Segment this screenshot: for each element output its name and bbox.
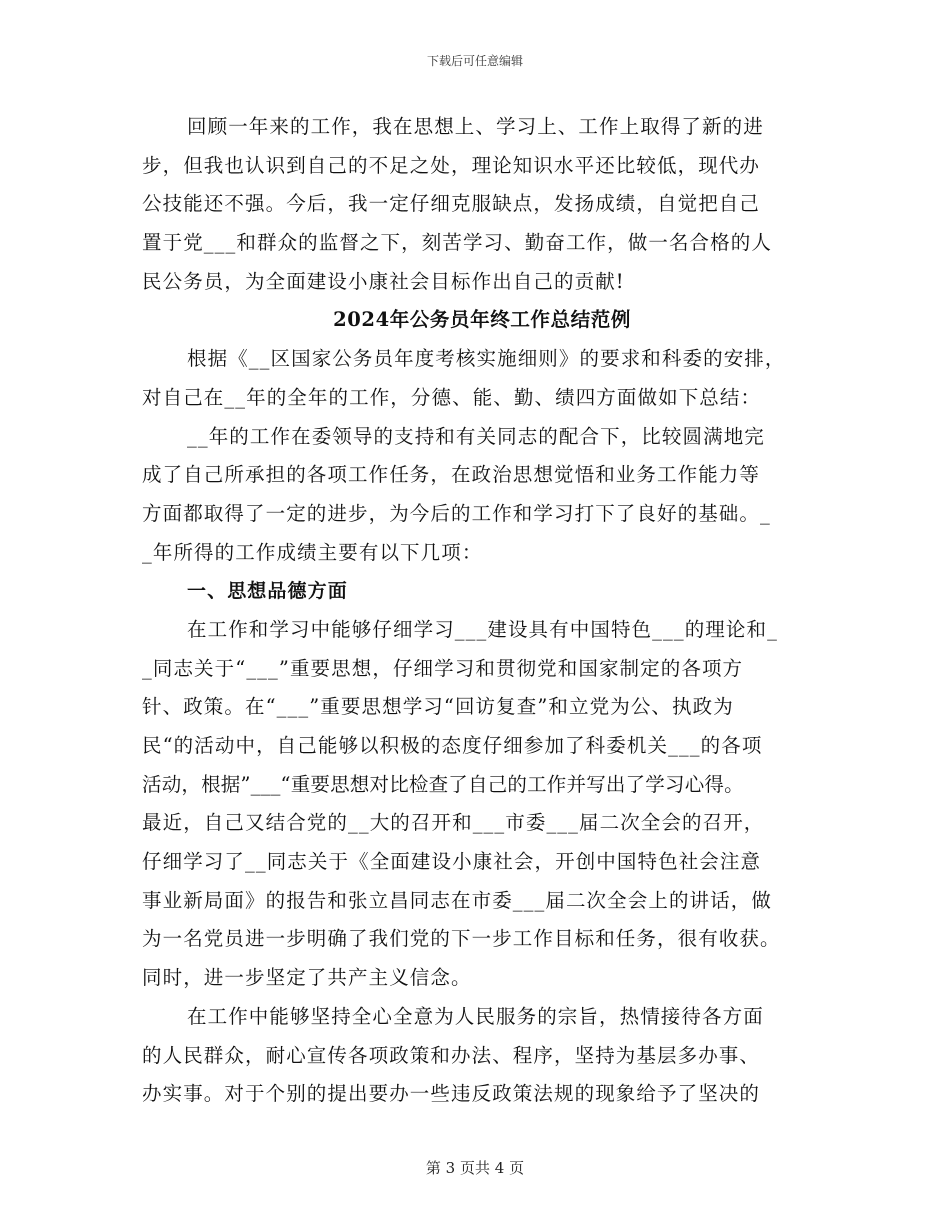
- page-header: 下载后可任意编辑: [426, 54, 523, 68]
- document-title: 2024年公务员年终工作总结范例: [333, 308, 631, 332]
- paragraph-line: _年所得的工作成绩主要有以下几项：: [142, 540, 483, 564]
- paragraph-line: 置于党___和群众的监督之下，刻苦学习、勤奋工作，做一名合格的人: [142, 231, 772, 255]
- paragraph-line: 在工作中能够坚持全心全意为人民服务的宗旨，热情接待各方面: [187, 1004, 764, 1028]
- paragraph-line: 民公务员，为全面建设小康社会目标作出自己的贡献!: [142, 269, 625, 293]
- paragraph-line: 公技能还不强。今后，我一定仔细克服缺点，发扬成绩，自觉把自己: [142, 192, 761, 216]
- paragraph-line: 事业新局面》的报告和张立昌同志在市委___届二次全会上的讲话，做: [142, 888, 772, 912]
- paragraph-line: 在工作和学习中能够仔细学习___建设具有中国特色___的理论和_: [187, 617, 778, 641]
- paragraph-line: 民“的活动中，自己能够以积极的态度仔细参加了科委机关___的各项: [142, 734, 763, 757]
- paragraph-line: 最近，自己又结合党的__大的召开和___市委___届二次全会的召开，: [142, 811, 765, 835]
- paragraph-line: 步，但我也认识到自己的不足之处，理论知识水平还比较低，现代办: [142, 153, 761, 177]
- paragraph-line: _同志关于“___”重要思想，仔细学习和贯彻党和国家制定的各项方: [142, 656, 744, 680]
- paragraph-line: 办实事。对于个别的提出要办一些违反政策法规的现象给予了坚决的: [142, 1082, 761, 1106]
- paragraph-line: 回顾一年来的工作，我在思想上、学习上、工作上取得了新的进: [187, 115, 764, 138]
- paragraph-line: 活动，根据”___“重要思想对比检查了自己的工作并写出了学习心得。: [142, 772, 744, 796]
- paragraph-line: __年的工作在委领导的支持和有关同志的配合下，比较圆满地完: [187, 424, 765, 448]
- page-footer: 第 3 页共 4 页: [425, 1159, 525, 1177]
- paragraph-line: 对自己在__年的全年的工作，分德、能、勤、绩四方面做如下总结：: [142, 385, 762, 409]
- paragraph-line: 同时，进一步坚定了共产主义信念。: [142, 966, 472, 990]
- paragraph-line: 仔细学习了__同志关于《全面建设小康社会，开创中国特色社会注意: [142, 850, 762, 874]
- paragraph-line: 的人民群众，耐心宣传各项政策和办法、程序，坚持为基层多办事、: [142, 1043, 761, 1067]
- paragraph-line: 方面都取得了一定的进步，为今后的工作和学习打下了良好的基础。_: [142, 501, 771, 525]
- paragraph-line: 为一名党员进一步明确了我们党的下一步工作目标和任务，很有收获。: [142, 927, 781, 951]
- paragraph-line: 针、政策。在“___”重要思想学习“回访复查”和立党为公、执政为: [142, 695, 734, 719]
- document-body: [142, 108, 822, 1114]
- section-heading: 一、思想品德方面: [187, 580, 348, 603]
- paragraph-line: 成了自己所承担的各项工作任务，在政治思想觉悟和业务工作能力等: [142, 463, 761, 487]
- paragraph-line: 根据《__区国家公务员年度考核实施细则》的要求和科委的安排，: [187, 347, 786, 371]
